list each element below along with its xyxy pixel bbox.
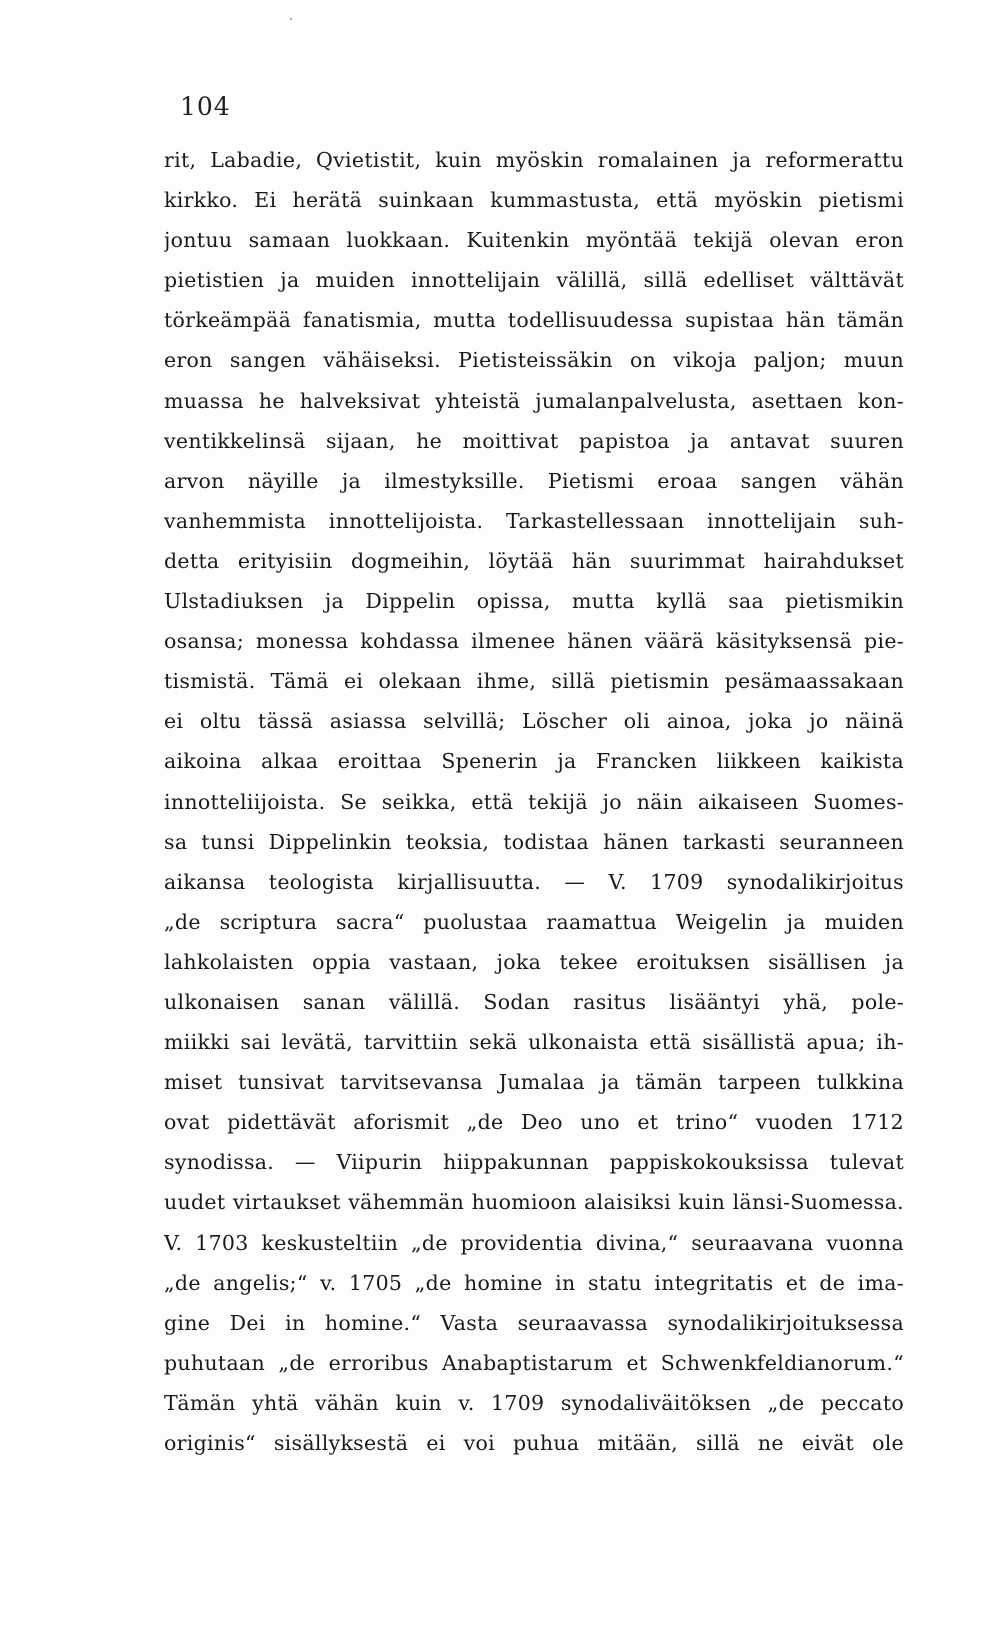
text-line: törkeämpää fanatismia, mutta todellisuudessa supistaa hän tämän bbox=[164, 308, 904, 333]
text-line: lahkolaisten oppia vastaan, joka tekee eroituksen sisällisen ja bbox=[164, 949, 904, 974]
text-line: rit, Labadie, Qvietistit, kuin myöskin romalainen ja reformerattu bbox=[164, 148, 904, 172]
text-line: tismistä. Tämä ei olekaan ihme, sillä pietismin pesämaassakaan bbox=[164, 669, 904, 694]
text-line: „de scriptura sacra“ puolustaa raamattua Weigelin ja muiden bbox=[164, 909, 904, 934]
text-line: eron sangen vähäiseksi. Pietisteissäkin on vikoja paljon; muun bbox=[164, 348, 904, 373]
text-line: gine Dei in homine.“ Vasta seuraavassa synodalikirjoituksessa bbox=[164, 1310, 904, 1335]
text-line: Ulstadiuksen ja Dippelin opissa, mutta kyllä saa pietismikin bbox=[164, 589, 904, 614]
page-number: 104 bbox=[180, 92, 231, 121]
text-line: miikki sai levätä, tarvittiin sekä ulkonaista että sisällistä apua; ih- bbox=[164, 1030, 904, 1055]
text-line: sa tunsi Dippelinkin teoksia, todistaa hänen tarkasti seuranneen bbox=[164, 829, 904, 854]
text-line: Tämän yhtä vähän kuin v. 1709 synodaliväitöksen „de peccato bbox=[164, 1390, 904, 1415]
text-line: „de angelis;“ v. 1705 „de homine in statu integritatis et de ima- bbox=[164, 1270, 904, 1295]
text-line: puhutaan „de erroribus Anabaptistarum et Schwenkfeldianorum.“ bbox=[164, 1350, 904, 1375]
scan-speck bbox=[290, 18, 292, 20]
text-line: kirkko. Ei herätä suinkaan kummastusta, että myöskin pietismi bbox=[164, 188, 904, 213]
text-line: ovat pidettävät aforismit „de Deo uno et trino“ vuoden 1712 bbox=[164, 1110, 904, 1135]
text-line: miset tunsivat tarvitsevansa Jumalaa ja tämän tarpeen tulkkina bbox=[164, 1070, 904, 1095]
text-line: osansa; monessa kohdassa ilmenee hänen väärä käsityksensä pie- bbox=[164, 629, 904, 654]
text-line: arvon näyille ja ilmestyksille. Pietismi eroaa sangen vähän bbox=[164, 468, 904, 493]
text-line: detta erityisiin dogmeihin, löytää hän suurimmat hairahdukset bbox=[164, 548, 904, 573]
text-line: aikansa teologista kirjallisuutta. — V. 1709 synodalikirjoitus bbox=[164, 869, 904, 894]
text-line: ei oltu tässä asiassa selvillä; Löscher oli ainoa, joka jo näinä bbox=[164, 709, 904, 734]
text-line: aikoina alkaa eroittaa Spenerin ja Francken liikkeen kaikista bbox=[164, 749, 904, 774]
text-line: V. 1703 keskusteltiin „de providentia divina,“ seuraavana vuonna bbox=[164, 1230, 904, 1255]
text-line: ulkonaisen sanan välillä. Sodan rasitus lisääntyi yhä, pole- bbox=[164, 989, 904, 1014]
text-line: originis“ sisällyksestä ei voi puhua mitään, sillä ne eivät ole bbox=[164, 1431, 904, 1455]
body-text bbox=[164, 140, 904, 1463]
text-line: pietistien ja muiden innottelijain välillä, sillä edelliset välttävät bbox=[164, 268, 904, 293]
text-line: ventikkelinsä sijaan, he moittivat papistoa ja antavat suuren bbox=[164, 428, 904, 453]
text-line: muassa he halveksivat yhteistä jumalanpalvelusta, asettaen kon- bbox=[164, 388, 904, 413]
text-line: innotteliijoista. Se seikka, että tekijä jo näin aikaiseen Suomes- bbox=[164, 789, 904, 814]
text-line: vanhemmista innottelijoista. Tarkastellessaan innottelijain suh- bbox=[164, 508, 904, 533]
text-line: uudet virtaukset vähemmän huomioon alaisiksi kuin länsi-Suomessa. bbox=[164, 1190, 904, 1215]
text-line: synodissa. — Viipurin hiippakunnan pappiskokouksissa tulevat bbox=[164, 1150, 904, 1175]
text-line: jontuu samaan luokkaan. Kuitenkin myöntää tekijä olevan eron bbox=[164, 228, 904, 253]
